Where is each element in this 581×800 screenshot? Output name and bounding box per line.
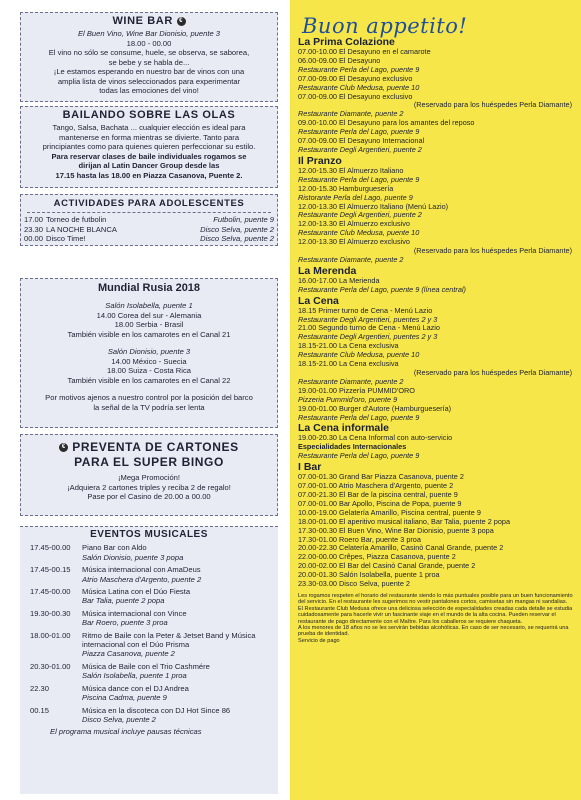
adolescentes-box bbox=[20, 194, 278, 246]
fine-print-line: A los menores de 18 años no se les servirán bebidas alcohólicas. En caso de ser necesario, se requerirá una prueba de identidad. bbox=[298, 624, 569, 638]
bingo-line: ¡Mega Promoción! bbox=[117, 473, 181, 482]
menu-venue: Restaurante Perla del Lago, puente 9 bbox=[298, 451, 420, 461]
mundial-match: 14.00 México - Suecia bbox=[111, 356, 187, 366]
menu-line: 12.00-13.30 El Almuerzo Italiano (Menú Lazio) bbox=[298, 201, 449, 211]
mundial-venue: Salón Isolabella, puente 1 bbox=[105, 301, 193, 310]
right-column bbox=[290, 0, 581, 800]
menu-venue: Restaurante Diamante, puente 2 bbox=[298, 376, 404, 386]
menu-section-heading: La Cena informale bbox=[298, 422, 390, 435]
bailando-line: mantenerse en forma mientras se divierte. Tanto para bbox=[58, 132, 240, 142]
menu-venue: Restaurante Diamante, puente 2 bbox=[298, 254, 404, 264]
menu-line: 17.30-01.00 Roero Bar, puente 3 proa bbox=[298, 534, 421, 544]
mundial-note: la señal de la TV podría ser lenta bbox=[93, 402, 205, 412]
menu-line: 07.00-01.30 Grand Bar Piazza Casanova, puente 2 bbox=[298, 472, 464, 482]
menu-venue: Restaurante Perla del Lago, puente 9 bbox=[298, 127, 420, 137]
menu-line: 23.30-03.00 Disco Selva, puente 2 bbox=[298, 579, 410, 589]
bingo-title: PARA EL SUPER BINGO bbox=[74, 455, 224, 469]
wine-bar-line: amplia lista de vinos seleccionados para experimentar bbox=[57, 76, 241, 86]
wine-bar-line: ¡Le estamos esperando en nuestro bar de vinos con una bbox=[53, 67, 245, 76]
menu-line: 21.00 Segundo turno de Cena - Menú Lazio bbox=[298, 323, 440, 333]
adolescentes-title: ACTIVIDADES PARA ADOLESCENTES bbox=[53, 198, 245, 209]
mundial-channel: También visible en los camarotes en el Canal 21 bbox=[67, 329, 231, 339]
mundial-match: 18.00 Serbia - Brasil bbox=[114, 320, 184, 329]
menu-line: 16.00-17.00 La Merienda bbox=[298, 275, 380, 285]
fine-print-line: El Restaurante Club Medusa ofrece una deliciosa selección de especialidades creadas cada detalle se estudia cuidadosamente para hacerle vivir un fascinante viaje en el mundo de la alta cocina. Pueden reservar el restaurante de pago directamente con el Maître. Para los caballeros se requiere chaqueta. bbox=[298, 605, 573, 625]
evento-item: 22.30 Música dance con el DJ Andrea Piscina Cadma, puente 9 bbox=[30, 683, 189, 703]
menu-line: 17.30-00.30 El Buen Vino, Wine Bar Dionisio, puente 3 popa bbox=[298, 525, 494, 535]
menu-section-heading: I Bar bbox=[298, 461, 322, 474]
menu-line: 19.00-01.00 Burger d'Autore (Hamburguesería) bbox=[298, 403, 452, 413]
menu-line: 12.00-13.30 El Almuerzo exclusivo bbox=[298, 237, 410, 247]
adolescentes-row: 23.30 LA NOCHE BLANCA Disco Selva, puente 2 bbox=[24, 224, 274, 234]
wine-bar-line: El vino no sólo se consume, huele, se observa, se saborea, bbox=[48, 48, 250, 57]
menu-line: 20.00-01.30 Salón Isolabella, puente 1 proa bbox=[298, 570, 440, 580]
evento-item: 18.00-01.00 Ritmo de Baile con la Peter & Jetset Band y Música internacional con el Dúo Prisma Piazza Casanova, puente 2 bbox=[30, 630, 256, 659]
menu-line: (Reservado para los huéspedes Perla Diamante) bbox=[413, 246, 572, 256]
menu-venue: Restaurante Degli Argentieri, puente 2 bbox=[298, 210, 422, 220]
wine-bar-line: todas las emociones del vino! bbox=[99, 86, 199, 95]
menu-line: 20.00-02.00 El Bar del Casinò Canal Grande, puente 2 bbox=[298, 561, 476, 571]
evento-item: 17.45-00.00 Música Latina con el Dúo Fiesta Bar Talia, puente 2 popa bbox=[30, 587, 191, 606]
menu-line: 07.00-09.00 El Desayuno Internacional bbox=[298, 136, 425, 146]
fine-print-line: Servicio de pago bbox=[298, 637, 340, 644]
bailando-title: BAILANDO SOBRE LAS OLAS bbox=[62, 109, 236, 121]
mundial-channel: También visible en los camarotes en el Canal 22 bbox=[67, 375, 231, 385]
mundial-note: Por motivos ajenos a nuestro control por la posición del barco bbox=[45, 393, 253, 402]
menu-line: 19.00-01.00 Pizzería PUMMID'ORO bbox=[298, 385, 415, 395]
evento-item: 19.30-00.30 Música internacional con Vince Bar Roero, puente 3 proa bbox=[30, 608, 187, 628]
menu-venue: Restaurante Club Medusa, puente 10 bbox=[298, 350, 420, 360]
menu-line: 07.00-09.00 El Desayuno exclusivo bbox=[298, 73, 413, 83]
eventos-musicales bbox=[20, 526, 278, 794]
mundial-venue: Salón Dionisio, puente 3 bbox=[107, 347, 191, 356]
fine-print bbox=[298, 593, 576, 644]
menu-line: 07.00-21.30 El Bar de la piscina central, puente 9 bbox=[298, 489, 458, 499]
bailando-line: 17.15 hasta las 18.00 en Piazza Casanova, Puente 2. bbox=[55, 170, 243, 180]
mundial-title: Mundial Rusia 2018 bbox=[97, 282, 201, 294]
menu-venue: Restaurante Diamante, puente 2 bbox=[298, 109, 404, 119]
wine-bar-time: 18.00 - 00.00 bbox=[126, 38, 172, 48]
menu-line: 12.00-15.30 El Almuerzo Italiano bbox=[298, 165, 404, 175]
menu-line: 06.00-09.00 El Desayuno bbox=[298, 55, 381, 65]
bingo-box bbox=[20, 434, 278, 516]
menu-line: 22.00-00.00 Crêpes, Piazza Casanova, puente 2 bbox=[298, 552, 456, 562]
menu-venue: Restaurante Perla del Lago, puente 9 bbox=[298, 64, 420, 74]
menu-line: 18.00-01.00 El aperitivo musical italiano, Bar Talia, puente 2 popa bbox=[298, 516, 511, 526]
paid-service-icon: € bbox=[177, 17, 186, 26]
menu-venue: Restaurante Perla del Lago, puente 9 bbox=[298, 174, 420, 184]
adolescentes-row: 00.00 Disco Time! Disco Selva, puente 2 bbox=[24, 234, 274, 243]
menu-venue: Ristorante Perla del Lago, puente 9 bbox=[298, 192, 413, 202]
left-column bbox=[16, 6, 278, 794]
menu-line: 18.15-21.00 La Cena exclusiva bbox=[298, 359, 399, 369]
menu-line: 12.00-13.30 El Almuerzo exclusivo bbox=[298, 219, 410, 229]
menu-section-heading: Il Pranzo bbox=[298, 154, 342, 167]
adolescentes-row: 17.00 Torneo de futbolin Futbolin, puente 9 bbox=[24, 215, 274, 224]
wine-bar-subtitle: El Buen Vino, Wine Bar Dionisio, puente 3 bbox=[77, 29, 221, 38]
menu-venue: Restaurante Degli Argentieri, puentes 2 y 3 bbox=[298, 332, 438, 342]
menu-line: (Reservado para los huéspedes Perla Diamante) bbox=[413, 100, 572, 110]
menu-line: Especialidades Internacionales bbox=[298, 442, 407, 452]
wine-bar-title: WINE BAR bbox=[112, 15, 173, 27]
menu-venue: Restaurante Degli Argentieri, puente 2 bbox=[298, 144, 422, 154]
menu-section-heading: La Merenda bbox=[298, 264, 357, 277]
evento-item: 00.15 Música en la discoteca con DJ Hot Since 86 Disco Selva, puente 2 bbox=[30, 705, 231, 724]
menu-venue: Restaurante Perla del Lago, puente 9 bbox=[298, 412, 420, 422]
menu-line: 09.00-10.00 El Desayuno para los amantes del reposo bbox=[298, 118, 475, 128]
bailando-line: dirijan al Latin Dancer Group desde las bbox=[78, 161, 220, 170]
wine-bar-box bbox=[20, 12, 278, 102]
evento-item: 20.30-01.00 Música de Baile con el Trio Cashmére Salón Isolabella, puente 1 proa bbox=[30, 661, 210, 681]
bailando-line: Tango, Salsa, Bachata ... cualquier elección es ideal para bbox=[52, 123, 246, 132]
menu-line: (Reservado para los huéspedes Perla Diamante) bbox=[413, 368, 572, 377]
eventos-title: EVENTOS MUSICALES bbox=[90, 529, 208, 540]
buon-appetito-title: Buon appetito! bbox=[302, 14, 468, 38]
menu-section-heading: La Prima Colazione bbox=[298, 36, 395, 48]
menu-venue: Restaurante Club Medusa, puente 10 bbox=[298, 82, 420, 92]
menu-line: 12.00-15.30 Hamburguesería bbox=[298, 183, 394, 193]
menu-line: 07.00-01.00 Bar Apollo, Piscina de Popa, puente 9 bbox=[298, 498, 462, 508]
menu-venue: Pizzeria Pummid'oro, puente 9 bbox=[298, 394, 398, 404]
paid-service-icon: € bbox=[59, 443, 68, 452]
evento-item: 17.45-00.15 Música internacional con AmaDeus Atrio Maschera d'Argento, puente 2 bbox=[30, 565, 202, 584]
eventos-footer: El programa musical incluye pausas técnicas bbox=[50, 727, 202, 737]
food-menu bbox=[298, 36, 576, 644]
menu-line: 19.00-20.30 La Cena Informal con auto-servicio bbox=[298, 433, 453, 443]
bingo-line: Pase por el Casino de 20.00 a 00.00 bbox=[87, 492, 211, 501]
menu-venue: Restaurante Club Medusa, puente 10 bbox=[298, 228, 420, 238]
menu-line: 10.00-19.00 Gelatería Amarillo, Piscina central, puente 9 bbox=[298, 507, 481, 517]
menu-venue: Restaurante Perla del Lago, puente 9 (línea central) bbox=[298, 284, 466, 294]
menu-line: 18.15 Primer turno de Cena - Menú Lazio bbox=[298, 305, 433, 315]
bingo-title: PREVENTA DE CARTONES bbox=[72, 440, 239, 454]
menu-line: 07.00-01.00 Atrio Maschera d'Argento, puente 2 bbox=[298, 481, 454, 491]
menu-line: 07.00-10.00 El Desayuno en el camarote bbox=[298, 47, 431, 56]
menu-line: 07.00-09.00 El Desayuno exclusivo bbox=[298, 91, 413, 101]
bingo-line: ¡Adquiera 2 cartones triples y reciba 2 de regalo! bbox=[67, 482, 231, 492]
mundial-box bbox=[20, 278, 278, 428]
wine-bar-line: se bebe y se habla de... bbox=[108, 57, 190, 67]
mundial-match: 14.00 Corea del sur - Alemania bbox=[96, 310, 202, 320]
divider bbox=[27, 212, 271, 213]
bailando-box bbox=[20, 106, 278, 188]
evento-item: 17.45-00.00 Piano Bar con Aldo Salón Dionisio, puente 3 popa bbox=[30, 543, 184, 562]
menu-line: 20.00-22.30 Celatería Amarillo, Casinò Canal Grande, puente 2 bbox=[298, 543, 504, 553]
menu-section-heading: La Cena bbox=[298, 294, 339, 307]
menu-line: 18.15-21.00 La Cena exclusiva bbox=[298, 341, 399, 351]
bailando-line: principiantes como para quienes quieren perfeccionar su estilo. bbox=[42, 142, 256, 151]
bailando-line: Para reservar clases de baile individuales rogamos se bbox=[51, 151, 247, 161]
mundial-match: 18.00 Suiza - Costa Rica bbox=[107, 366, 191, 375]
menu-venue: Restaurante Degli Argentieri, puentes 2 y 3 bbox=[298, 314, 438, 324]
fine-print-line: Les rogamos respeten el horario del restaurante siendo lo más puntuales posible para un buen funcionamiento del servicio. En el restaurante les sugerimos no vestir pantalones cortos, camisetas sin mangas ni sandalias. bbox=[298, 592, 573, 606]
